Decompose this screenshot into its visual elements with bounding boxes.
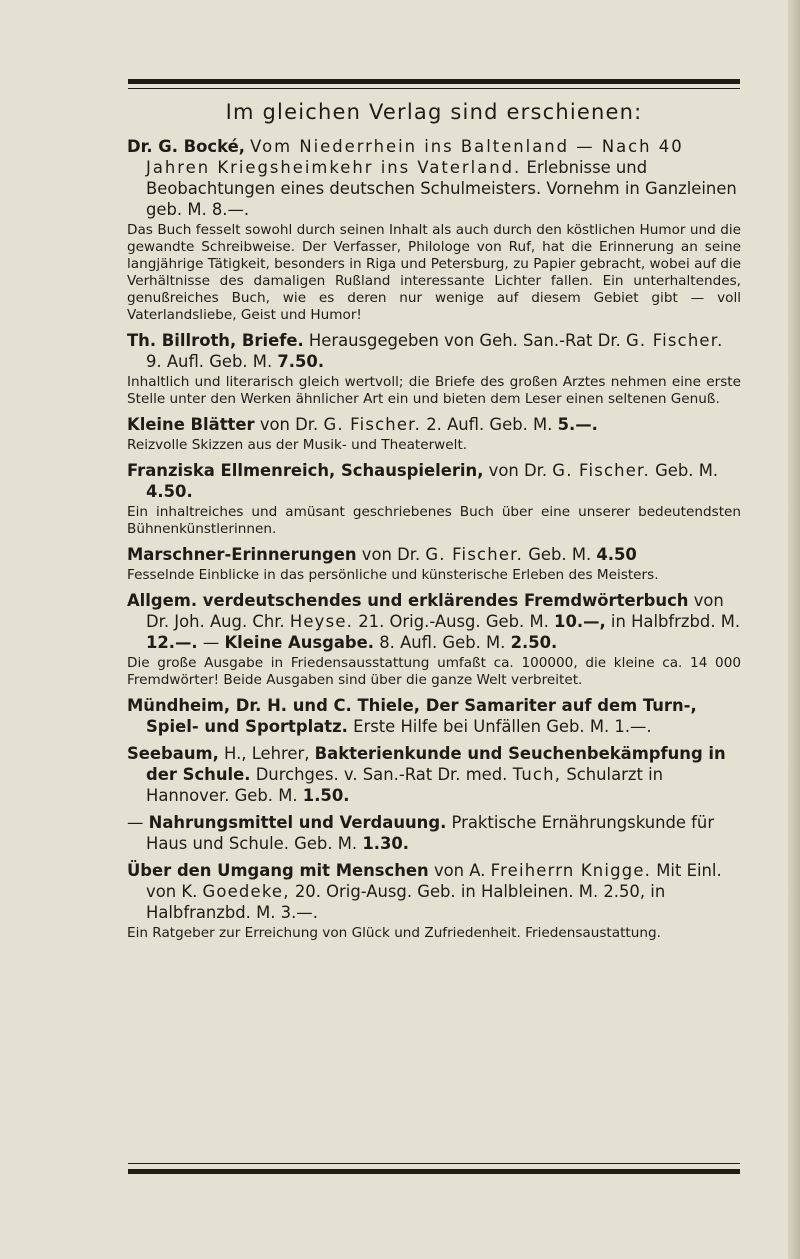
entry-title: Mündheim, Dr. H. und C. Thiele, Der Samariter auf dem Turn-, Spiel- und Sportplatz. <box>127 696 697 736</box>
entry-title: Vom Niederrhein ins Baltenland — Nach 40 Jahren Kriegsheimkehr ins Vaterland. <box>146 137 684 177</box>
entry-author: Heyse. <box>289 612 354 631</box>
entry-price: 10.—, <box>554 612 606 631</box>
entry-info: Herausgegeben von Geh. San.-Rat Dr. <box>308 331 621 350</box>
entry-info: Schularzt in Hannover. Geb. M. <box>146 765 664 805</box>
entry-info: Durchges. v. San.-Rat Dr. med. <box>255 765 508 784</box>
entry-author: G. Fischer. <box>552 461 650 480</box>
entry-author-name: Seebaum, <box>127 744 219 763</box>
entry-author: G. Fischer. <box>425 545 523 564</box>
entry-title: Bakterienkunde und Seuchenbekämpfung in der Schule. <box>146 744 726 784</box>
entry-price: 1.50. <box>302 786 350 805</box>
entry-title: Franziska Ellmenreich, Schauspielerin, <box>127 461 484 480</box>
entry-description: Reizvolle Skizzen aus der Musik- und Theaterwelt. <box>127 437 468 453</box>
entry-author: G. Fischer. <box>323 415 422 434</box>
entry-price: 1.30. <box>362 834 410 853</box>
entry-price: 4.50. <box>146 482 193 501</box>
entry-price: 5.—. <box>557 415 598 434</box>
entry-description: Inhaltlich und literarisch gleich wertvoll; die Briefe des großen Arztes nehmen eine erste Stelle unter den Werken ähnlicher Art ein und bieten dem Leser einen seltenen Genuß. <box>127 374 741 407</box>
entry-info: 21. Orig.-Ausg. Geb. M. <box>358 612 549 631</box>
entry-dash: — <box>127 813 144 832</box>
entry-description: Die große Ausgabe in Friedensausstattung umfaßt ca. 100000, die kleine ca. 14 000 Fremdwörter! Beide Ausgaben sind über die ganze Welt verbreitet. <box>127 655 741 688</box>
entry-editor: Goedeke, <box>202 882 290 901</box>
book-entry-bakterienkunde <box>127 743 741 806</box>
entry-subtitle: Erlebnisse und Beobachtungen eines deutschen Schulmeisters. <box>146 158 648 198</box>
top-rule-thick <box>128 79 740 84</box>
entry-title-small-edition: Kleine Ausgabe. <box>224 633 375 652</box>
entry-info: 20. Orig-Ausg. Geb. in Halbleinen. M. 2.50, in Halbfranzbd. M. 3.—. <box>146 882 666 922</box>
book-entry-marschner <box>127 544 741 584</box>
entry-info: H., Lehrer, <box>224 744 310 763</box>
entry-info: von Dr. <box>488 461 548 480</box>
book-entry-fremdwoerterbuch <box>127 590 741 689</box>
book-entry-nahrungsmittel <box>127 812 741 854</box>
book-entry-bocke <box>127 136 741 324</box>
entry-info: von Dr. <box>259 415 319 434</box>
entry-info: 9. Aufl. Geb. M. <box>146 352 273 371</box>
entry-price: 4.50 <box>596 545 637 564</box>
entry-title: Kleine Blätter <box>127 415 255 434</box>
entry-author: Freiherrn Knigge. <box>490 861 652 880</box>
entry-info: Praktische Ernährungskunde für Haus und Schule. Geb. M. <box>146 813 715 853</box>
book-entry-kleine-blaetter <box>127 414 741 454</box>
entry-info: von Dr. <box>361 545 421 564</box>
entry-edition: Vornehm in Ganzleinen geb. M. 8.—. <box>146 179 737 219</box>
entry-price: 12.—. <box>146 633 198 652</box>
bottom-rule-thin <box>128 1163 740 1164</box>
entry-info: in Halbfrzbd. M. <box>610 612 741 631</box>
entry-info: 2. Aufl. Geb. M. <box>426 415 553 434</box>
entry-info: 8. Aufl. Geb. M. <box>379 633 506 652</box>
entry-author: G. Fischer. <box>625 331 724 350</box>
entry-title: Marschner-Erinnerungen <box>127 545 357 564</box>
entry-price: 7.50. <box>277 352 325 371</box>
book-entry-ellmenreich <box>127 460 741 538</box>
book-entry-knigge <box>127 860 741 942</box>
top-rule-thin <box>128 88 740 89</box>
book-entry-samariter <box>127 695 741 737</box>
entry-title: Th. Billroth, Briefe. <box>127 331 304 350</box>
entry-info: Mit Einl. von K. <box>146 861 722 901</box>
entry-info: Geb. M. <box>655 461 719 480</box>
entry-description: Das Buch fesselt sowohl durch seinen Inhalt als auch durch den köstlichen Humor und die gewandte Schreibweise. Der Verfasser, Philologe von Ruf, hat die Erinnerung an seine langjährige Tätigkeit, besonders in Riga und Petersburg, zu Papier gebracht, wobei auf die Verhältnisse des damaligen Rußland interessante Lichter fallen. Ein unterhaltendes, genußreiches Buch, wie es deren nur wenige auf diesem Gebiet gibt — voll Vaterlandsliebe, Geist und Humor! <box>127 222 741 323</box>
entry-title: Über den Umgang mit Menschen <box>127 861 429 880</box>
entry-title: Allgem. verdeutschendes und erklärendes Fremdwörterbuch <box>127 591 689 610</box>
book-entry-billroth <box>127 330 741 408</box>
entry-info: von A. <box>433 861 486 880</box>
entry-info: Erste Hilfe bei Unfällen Geb. M. 1.—. <box>353 717 652 736</box>
entry-author: Dr. G. Bocké, <box>127 137 245 156</box>
entry-description: Ein Ratgeber zur Erreichung von Glück und Zufriedenheit. Friedensaustattung. <box>127 925 661 941</box>
bottom-rule-thick <box>128 1169 740 1174</box>
entry-title: Nahrungsmittel und Verdauung. <box>148 813 447 832</box>
entry-author: Tuch, <box>512 765 562 784</box>
entry-description: Ein inhaltreiches und amüsant geschriebenes Buch über eine unserer bedeutendsten Bühnenkünstlerinnen. <box>127 504 741 537</box>
entry-info: — <box>202 633 220 652</box>
page-edge <box>788 0 800 1259</box>
page-heading: Im gleichen Verlag sind erschienen: <box>225 100 643 124</box>
book-list <box>127 100 741 948</box>
entry-info: Geb. M. <box>528 545 592 564</box>
entry-info: von Dr. Joh. Aug. Chr. <box>146 591 724 631</box>
entry-description: Fesselnde Einblicke in das persönliche und künsterische Erleben des Meisters. <box>127 567 659 583</box>
entry-price: 2.50. <box>510 633 558 652</box>
